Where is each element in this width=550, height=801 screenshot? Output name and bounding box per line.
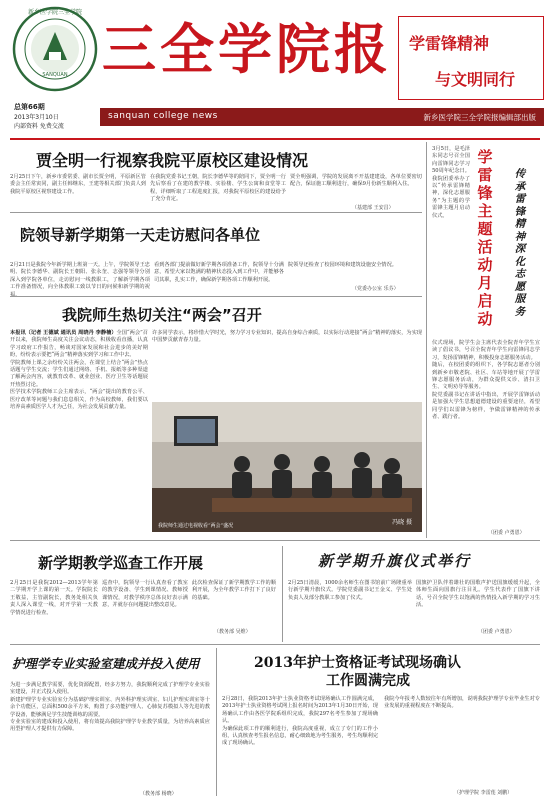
publisher-line: 新乡医学院三全学院报编辑部出版 [423,113,536,122]
article-5-col-1: 2月25日清晨，1000余名师生在图书馆前广场隆重举行新学期升旗仪式。学院党委副书记王金义、学生处负责人及部分教职工参加了仪式。 [288,580,412,601]
article-6-body: 为进一步满足教学需要，优化资源配置，经多方努力，我院顺利完成了护理学专业实验室建设，并正式投入使用。 新建护理学专业实验室分为基础护理实训室、内外科护理实训室、妇儿护理实训室等十余个功能区，总面积500余平方米，购置了多功能护理人、心肺复苏模拟人等先进的教学设备，能够满足学生技能训练的需要。 专业实验室的建成和投入使用，将有效提高我院护理学专业教学质量，为培养高素质应用型护理人才提供有力保障。 [10,682,210,733]
article-1-byline: （基建部 王安昌） [352,205,394,211]
photo-credit: 冯晓 摄 [392,519,412,526]
college-seal-logo [12,6,98,92]
divider-6v [216,648,217,796]
internal-note: 内部资料 免费交流 [14,123,64,130]
article-3-photo [152,402,422,532]
article-7-title-line-2: 工作圆满完成 [326,673,410,689]
article-7-title: 2013年护士资格证考试现场确认 [254,655,461,671]
article-1 [10,140,422,203]
article-6-byline: （教务部 杨晓） [140,791,177,797]
article-2-byline: （党委办公室 乐芬） [352,286,399,292]
divider-4v [282,546,283,642]
slogan-line-1: 学雷锋精神 [409,34,490,53]
article-4-col-1: 2月25日是我院2012—2013学年第二学期开学上课的第一天。学院院长王敬益，主管副院长，教务处相关负责人深入课堂一线，对开学第一天教学情况进行检查。 [10,580,98,616]
sidebar-subtitle: 传承雷锋精神 深化志愿服务 [514,168,526,318]
issue-number: 总第66期 [14,103,45,111]
sidebar-divider [426,142,427,538]
college-name-arc: 新乡医学院三全学院 [27,9,82,16]
article-3-col-2: 许多同学表示，将珍惜大学时光，努力学习专业知识，提高自身综合素质，以实际行动迎接“两会”精神的落实，为实现中国梦贡献青春力量。 [152,330,422,344]
masthead-bar [100,108,544,126]
article-7-col-2: 我院今年报考人数较往年有所增加，说明我院护理学专业毕业生对专业发展的重视程度在不断提高。 [384,696,540,710]
article-1-title: 贾全明一行视察我院平原校区建设情况 [36,151,309,170]
divider-5 [10,644,540,645]
svg-text:SANQUAN: SANQUAN [42,72,68,78]
masthead-title: 三全学院报 [102,17,392,81]
article-4-col-2: 巡查中，院领导一行认真查看了教室的教学设备、学生到课情况、教师授课情况，对教学秩序总体良好表示满意，并就存在问题提出整改意见。 [102,580,188,609]
sidebar-byline: （团委 卢勇恩） [488,530,525,536]
article-3-lead: 本报讯（记者 王德斌 通讯员 周晓丹 李静楠） [10,330,117,336]
article-5-col-2: 国旗护卫队伴着雄壮的国歌声护送国旗缓缓升起，全体师生面向国旗行注目礼。学生代表作了国旗下讲话，号召全院学生以饱满的热情投入新学期的学习生活。 [416,580,540,609]
article-7-byline: （护理学院 李雷莲 刘鹏） [454,790,513,796]
article-4-col-3: 此次检查保证了新学期教学工作的顺利开展，为全年教学工作打下了良好的基础。 [192,580,276,601]
article-6-title: 护理学专业实验室建成并投入使用 [12,656,200,671]
article-4-title: 新学期教学巡查工作开展 [38,554,204,572]
article-1-col-3: 贾全明强调，学院的发展离不开基建建设，各单位要密切配合，保证施工顺利进行，确保9月份新生顺利入住。 [290,174,422,188]
article-1-col-1: 2月25日下午，新乡市委常委、副市长贾全明，平原新区管委会主任常寅同，副主任韩继东，王建等相关部门负责人到我院平原校区视察建设工作。 [10,174,146,195]
sidebar-intro: 3月5日，是毛泽东同志号召全国向雷锋同志学习50周年纪念日。我院团委举办了以“传承雷锋精神，深化志愿服务”为主题的学雷锋主题月启动仪式。 [432,146,470,219]
slogan-line-2: 与文明同行 [435,70,516,89]
article-4-byline: （教务部 吴维） [214,629,251,635]
article-1-col-2: 在我院党委书记王朝，院长李德华等的陪同下，贾全明一行先后察看了在建的教学楼、实验楼、学生公寓和食堂等工程，详细听取了工程进度汇报，对我院平原校区的建设给予了充分肯定。 [150,174,286,203]
divider-3 [10,540,540,541]
issue-date: 2013年3月10日 [14,114,59,121]
article-2-title: 院领导新学期第一天走访慰问各单位 [20,226,261,244]
masthead [0,0,550,140]
divider-2 [10,296,422,297]
sidebar-body: 仪式现场，院学生会主席代表全院青年学生宣读了倡议书，号召全院青年学生向雷锋同志学习，发扬雷锋精神，积极投身志愿服务活动。 随后，在校团委的组织下，各学院志愿者分别到新乡市敬老院、社区、车站等地开展了学雷锋志愿服务活动，为群众提供义诊、清扫卫生、文明劝导等服务。 院党委副书记在讲话中指出，开展学雷锋活动是加强大学生思想道德建设的重要途径，希望同学们以雷锋为榜样，争做雷锋精神的传承者、践行者。 [432,340,540,421]
article-5-title: 新学期升旗仪式举行 [318,552,472,570]
divider-1 [10,212,422,213]
article-5-byline: （团委 卢勇恩） [478,629,515,635]
article-3-title: 我院师生热切关注“两会”召开 [62,306,262,324]
article-2-col-2: 看到各部门提前做好新学期各项准备工作，院领导十分满意，希望大家以饱满的精神状态投入到工作中，并能够各司其职，扎实工作，确保新学期各项工作顺利开展。 [154,262,284,283]
english-title: sanquan college news [108,111,218,121]
article-2-col-3: 院领导还检查了校园环境和建筑设施安全情况。 [288,262,397,268]
slogan-box [398,16,544,100]
sidebar-title: 学雷锋主题活动月启动 [477,148,493,328]
article-7-col-1: 2月28日，我院2013年护士执业资格考试现场确认工作圆满完成，2013年护士执业资格考试网上报名时间为2013年1月30日开始，现场确认工作由各医学院系组织完成，我院297名考生参加了现场确认。 为确保此项工作的顺利进行，我院高度重视，成立了专门的工作小组，认真核查考生报名信息，耐心细致地为考生服务，考生均顺利完成了现场确认。 [222,696,378,747]
article-3-col-1: 本报讯（记者 王德斌 通讯员 周晓丹 李静楠）全国“两会”召开以来，我院师生高度关注会议动态，积极收看直播，认真学习政府工作报告，畅谈对国家发展和社会进步的美好期盼，纷纷表示要把“两会”精神落实到学习和工作中去。 学院教师上课之余纷纷关注两会，在课堂上结合“两会”热点话题与学生交流；学生们通过网络、手机、报纸等多种渠道了解两会内容，就教育改革、就业创业、医疗卫生等话题展开热烈讨论。 医学技术学院教师工会主席表示，“两会”提出的教育公平、医疗改革等问题与我们息息相关，作为高校教师，我们要以培养高素质医学人才为己任，为社会发展贡献力量。 [10,330,148,411]
article-2-col-1: 2月21日是我院今年新学期上班第一天。上午，学院领导王忠明、院长李德华、副院长王朝阳、张永奎、志强等领导分别深入到学院各单位，走访慰问一线教职工，了解新学期各项工作准备情况，向全体教职工致以节日的问候和新学期的祝福。 [10,262,150,298]
photo-caption: 我院师生通过电视收看“两会”盛况 [158,523,234,529]
